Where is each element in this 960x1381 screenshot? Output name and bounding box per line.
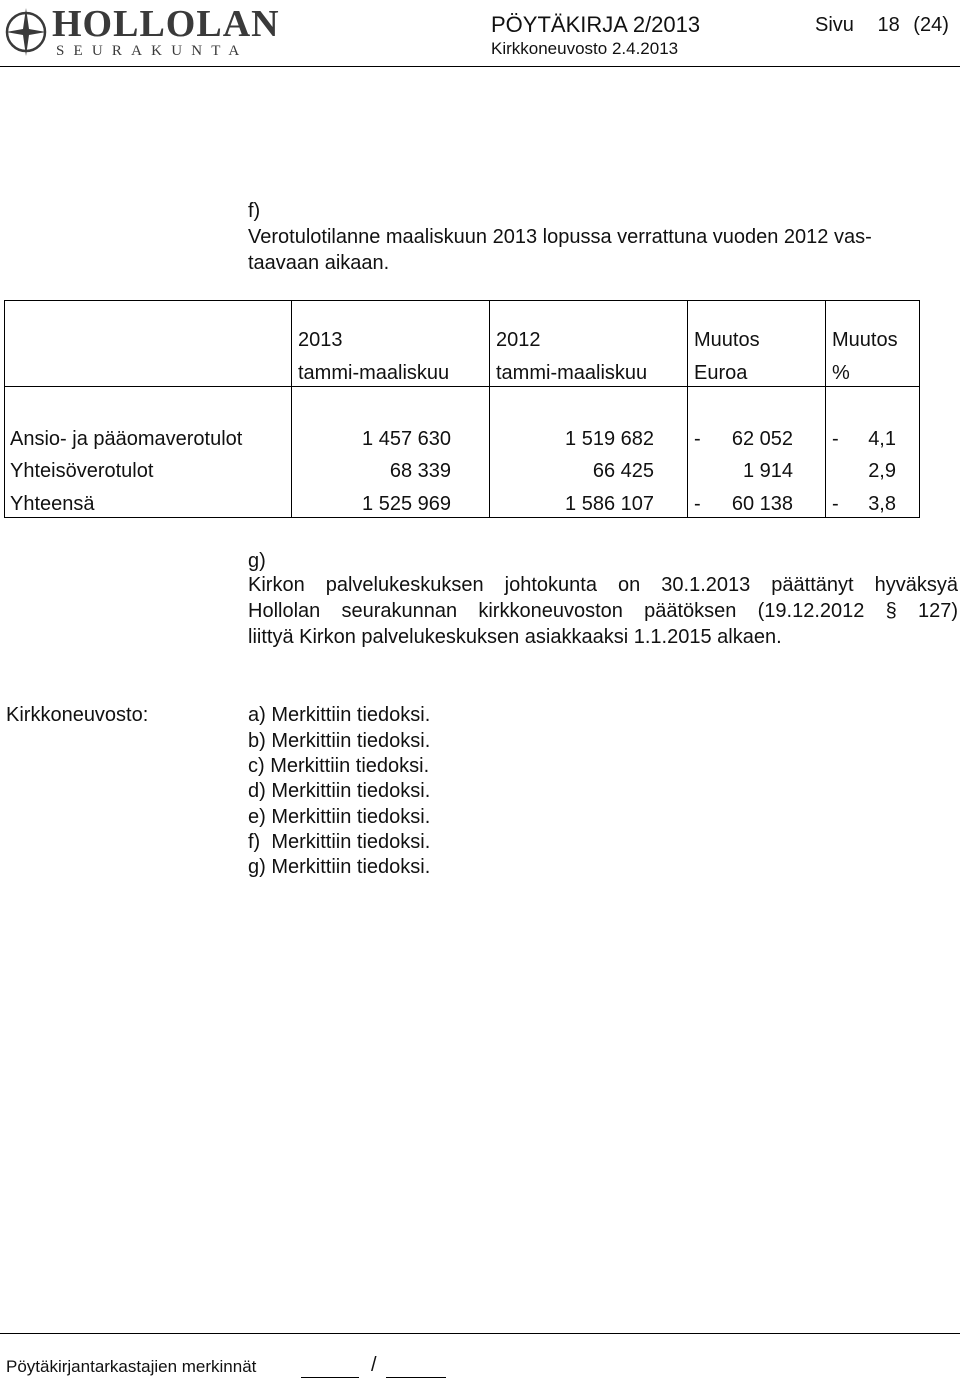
- row-pct: 4,1: [868, 428, 896, 450]
- section-g-line2: Hollolan seurakunnan kirkkoneuvoston päätöksen (19.12.2012 § 127): [248, 600, 958, 622]
- header-change-pct: Muutos: [832, 329, 898, 351]
- row-diff: 1 914: [742, 460, 793, 482]
- row-label: Ansio- ja pääomaverotulot: [10, 428, 243, 450]
- header-unit-euro: Euroa: [694, 362, 748, 384]
- cross-emblem-icon: [4, 4, 48, 60]
- decision-item: d) Merkittiin tiedoksi.: [248, 780, 431, 802]
- row-value-2012: 66 425: [592, 460, 654, 482]
- section-f-label: f): [248, 200, 261, 222]
- table-border-left: [4, 300, 5, 518]
- decision-item: f) Merkittiin tiedoksi.: [248, 831, 431, 853]
- decision-item: b) Merkittiin tiedoksi.: [248, 730, 431, 752]
- reviewer-initials-blank-2: [386, 1377, 446, 1378]
- table-col-separator: [687, 300, 688, 518]
- document-title: PÖYTÄKIRJA 2/2013: [491, 12, 701, 37]
- row-diff-sign: -: [694, 428, 701, 450]
- row-diff-sign: -: [694, 493, 701, 515]
- tax-income-table: [4, 300, 920, 518]
- row-diff: 60 138: [731, 493, 793, 515]
- decision-item: g) Merkittiin tiedoksi.: [248, 856, 431, 878]
- decision-label: Kirkkoneuvosto:: [6, 704, 149, 726]
- table-col-separator: [291, 300, 292, 518]
- section-g-line1: Kirkon palvelukeskuksen johtokunta on 30.1.2013 päättänyt hyväksyä: [248, 574, 958, 596]
- row-value-2013: 1 457 630: [362, 428, 451, 450]
- section-g-line3: liittyä Kirkon palvelukeskuksen asiakkaaksi 1.1.2015 alkaen.: [248, 626, 782, 648]
- footer-slash: /: [371, 1354, 377, 1376]
- row-value-2012: 1 586 107: [565, 493, 654, 515]
- reviewer-initials-blank-1: [301, 1377, 359, 1378]
- table-border-top: [4, 300, 920, 301]
- document-subtitle: Kirkkoneuvosto 2.4.2013: [491, 39, 679, 58]
- row-pct: 3,8: [868, 493, 896, 515]
- row-value-2013: 68 339: [389, 460, 451, 482]
- section-f-line2: taavaan aikaan.: [248, 252, 390, 274]
- page-number: 18: [877, 14, 900, 36]
- row-label: Yhteisöverotulot: [10, 460, 154, 482]
- table-border-right: [919, 300, 920, 518]
- logo-subtitle: SEURAKUNTA: [56, 43, 249, 59]
- header-period-2012: tammi-maaliskuu: [496, 362, 648, 384]
- table-header-separator: [4, 386, 920, 387]
- row-label: Yhteensä: [10, 493, 95, 515]
- table-col-separator: [825, 300, 826, 518]
- logo-name: HOLLOLAN: [52, 3, 280, 45]
- header-period-2013: tammi-maaliskuu: [298, 362, 450, 384]
- section-g-label: g): [248, 550, 266, 572]
- header-unit-pct: %: [832, 362, 850, 384]
- footer-divider: [0, 1333, 960, 1334]
- row-value-2013: 1 525 969: [362, 493, 451, 515]
- header-change-euro: Muutos: [694, 329, 760, 351]
- row-value-2012: 1 519 682: [565, 428, 654, 450]
- header-year-2013: 2013: [298, 329, 343, 351]
- decision-item: c) Merkittiin tiedoksi.: [248, 755, 430, 777]
- row-pct-sign: -: [832, 428, 839, 450]
- footer-reviewers-note: Pöytäkirjantarkastajien merkinnät: [6, 1357, 257, 1376]
- decision-item: e) Merkittiin tiedoksi.: [248, 806, 431, 828]
- table-border-bottom: [4, 517, 920, 518]
- row-diff: 62 052: [731, 428, 793, 450]
- page-label: Sivu: [815, 14, 854, 36]
- decision-item: a) Merkittiin tiedoksi.: [248, 704, 431, 726]
- section-f-line1: Verotulotilanne maaliskuun 2013 lopussa verrattuna vuoden 2012 vas-: [248, 226, 872, 248]
- row-pct-sign: -: [832, 493, 839, 515]
- row-pct: 2,9: [868, 460, 896, 482]
- hollolan-logo: [4, 4, 284, 60]
- header-divider: [0, 66, 960, 67]
- header-year-2012: 2012: [496, 329, 541, 351]
- table-col-separator: [489, 300, 490, 518]
- page-total: (24): [913, 14, 949, 36]
- page-indicator: [815, 14, 949, 37]
